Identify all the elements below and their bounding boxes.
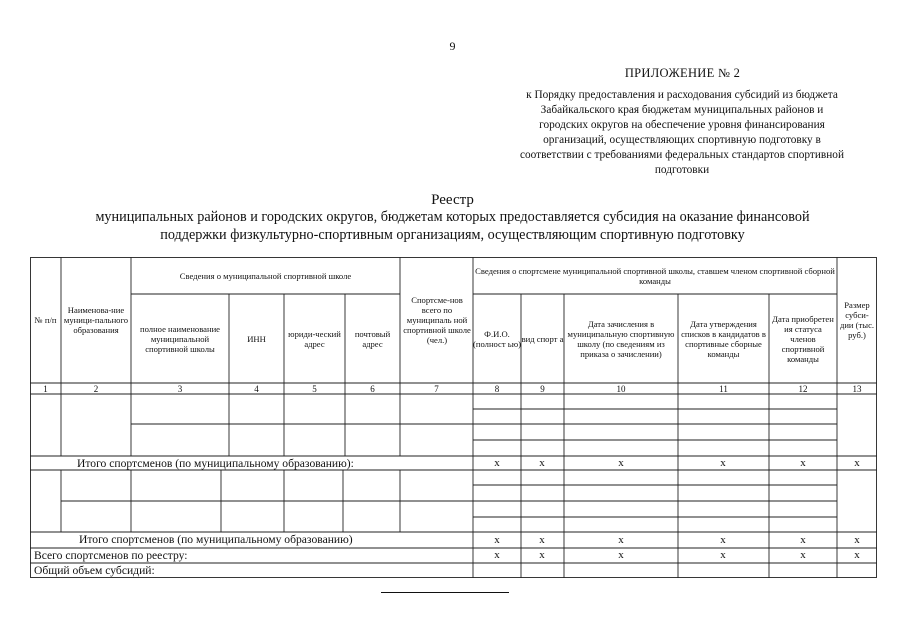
appendix-line: к Порядку предоставления и расходования субсидий из бюджета — [526, 89, 838, 101]
subsidy-total-label: Общий объем субсидий: — [34, 564, 155, 577]
appendix-line: подготовки — [654, 164, 710, 176]
header-team-status-date: Дата приобретен ия статуса членов спортивной команды — [772, 313, 834, 364]
header-legal-address: юриди-ческий адрес — [288, 328, 341, 349]
column-number: 9 — [540, 383, 545, 394]
column-number: 7 — [434, 383, 439, 394]
mark-sport: х — [539, 549, 545, 561]
header-municipality: Наименова-ние муници-пального образования — [63, 305, 129, 335]
registry-title: Реестр — [431, 192, 474, 208]
mark-fio: х — [494, 549, 500, 561]
mark-enrollment: х — [618, 457, 624, 469]
header-full-name: Ф.И.О. (полност ью) — [473, 328, 521, 349]
mark-sport: х — [539, 534, 545, 546]
mark-enrollment: х — [618, 549, 624, 561]
signature-line — [381, 592, 509, 593]
registry-subtitle-line: поддержки физкультурно-спортивным организациям, осуществляющим спортивную подготовку — [160, 227, 745, 243]
header-school-group: Сведения о муниципальной спортивной школе — [179, 270, 352, 281]
column-number: 13 — [852, 383, 862, 394]
column-number: 10 — [616, 383, 626, 394]
mark-fio: х — [494, 457, 500, 469]
header-enrollment-date: Дата зачисления в муниципальную спортивную школу (по сведениям из приказа о зачислении) — [567, 318, 675, 359]
column-number: 11 — [719, 383, 728, 394]
header-postal-address: почтовый адрес — [354, 328, 391, 349]
mark-subsidy: х — [854, 457, 860, 469]
header-athlete-group: Сведения о спортсмене муниципальной спортивной школы, ставшем членом спортивной сборной команды — [475, 265, 835, 286]
mark-candidate: х — [720, 549, 726, 561]
subtotal-label: Итого спортсменов (по муниципальному образованию): — [77, 457, 354, 470]
header-candidate-list-date: Дата утверждения списков в кандидатов в спортивные сборные команды — [681, 318, 766, 359]
column-number: 5 — [312, 383, 317, 394]
column-number: 8 — [494, 383, 500, 394]
mark-candidate: х — [720, 457, 726, 469]
total-label: Всего спортсменов по реестру: — [34, 549, 188, 562]
subtotal-label: Итого спортсменов (по муниципальному образованию) — [79, 533, 353, 546]
header-inn: ИНН — [247, 333, 266, 344]
registry-subtitle — [40, 208, 865, 244]
header-sport: вид спорт а — [521, 333, 564, 344]
mark-subsidy: х — [854, 549, 860, 561]
mark-candidate: х — [720, 534, 726, 546]
appendix-text — [482, 88, 882, 178]
appendix-title: ПРИЛОЖЕНИЕ № 2 — [624, 66, 741, 80]
header-athletes-total: Спортсме-нов всего по муниципаль ной спортивной школе (чел.) — [403, 295, 471, 345]
column-number: 12 — [798, 383, 808, 394]
column-number: 2 — [93, 383, 99, 394]
header-subsidy-size: Размер субси-дии (тыс. руб.) — [839, 300, 875, 340]
column-number: 3 — [177, 383, 183, 394]
mark-status: х — [800, 534, 806, 546]
mark-enrollment: х — [618, 534, 624, 546]
mark-subsidy: х — [854, 534, 860, 546]
registry-subtitle-line: муниципальных районов и городских округов, бюджетам которых предоставляется субсидия на оказание финансовой — [95, 209, 810, 225]
page-number: 9 — [449, 39, 456, 53]
registry-table — [30, 257, 877, 578]
appendix-line: организаций, осуществляющих спортивную подготовку в — [543, 134, 821, 146]
column-number: 1 — [43, 383, 48, 394]
mark-fio: х — [494, 534, 500, 546]
appendix-line: городских округов на обеспечение уровня финансирования — [539, 119, 825, 131]
header-number: № п/п — [34, 315, 57, 325]
appendix-line: Забайкальского края бюджетам муниципальных районов и — [540, 104, 824, 116]
header-school-name: полное наименование муниципальной спортивной школы — [140, 323, 220, 354]
mark-status: х — [800, 457, 806, 469]
appendix-line: соответствии с требованиями федеральных стандартов спортивной — [519, 149, 844, 161]
column-number: 4 — [254, 383, 259, 394]
mark-sport: х — [539, 457, 545, 469]
column-number: 6 — [370, 383, 375, 394]
mark-status: х — [800, 549, 806, 561]
